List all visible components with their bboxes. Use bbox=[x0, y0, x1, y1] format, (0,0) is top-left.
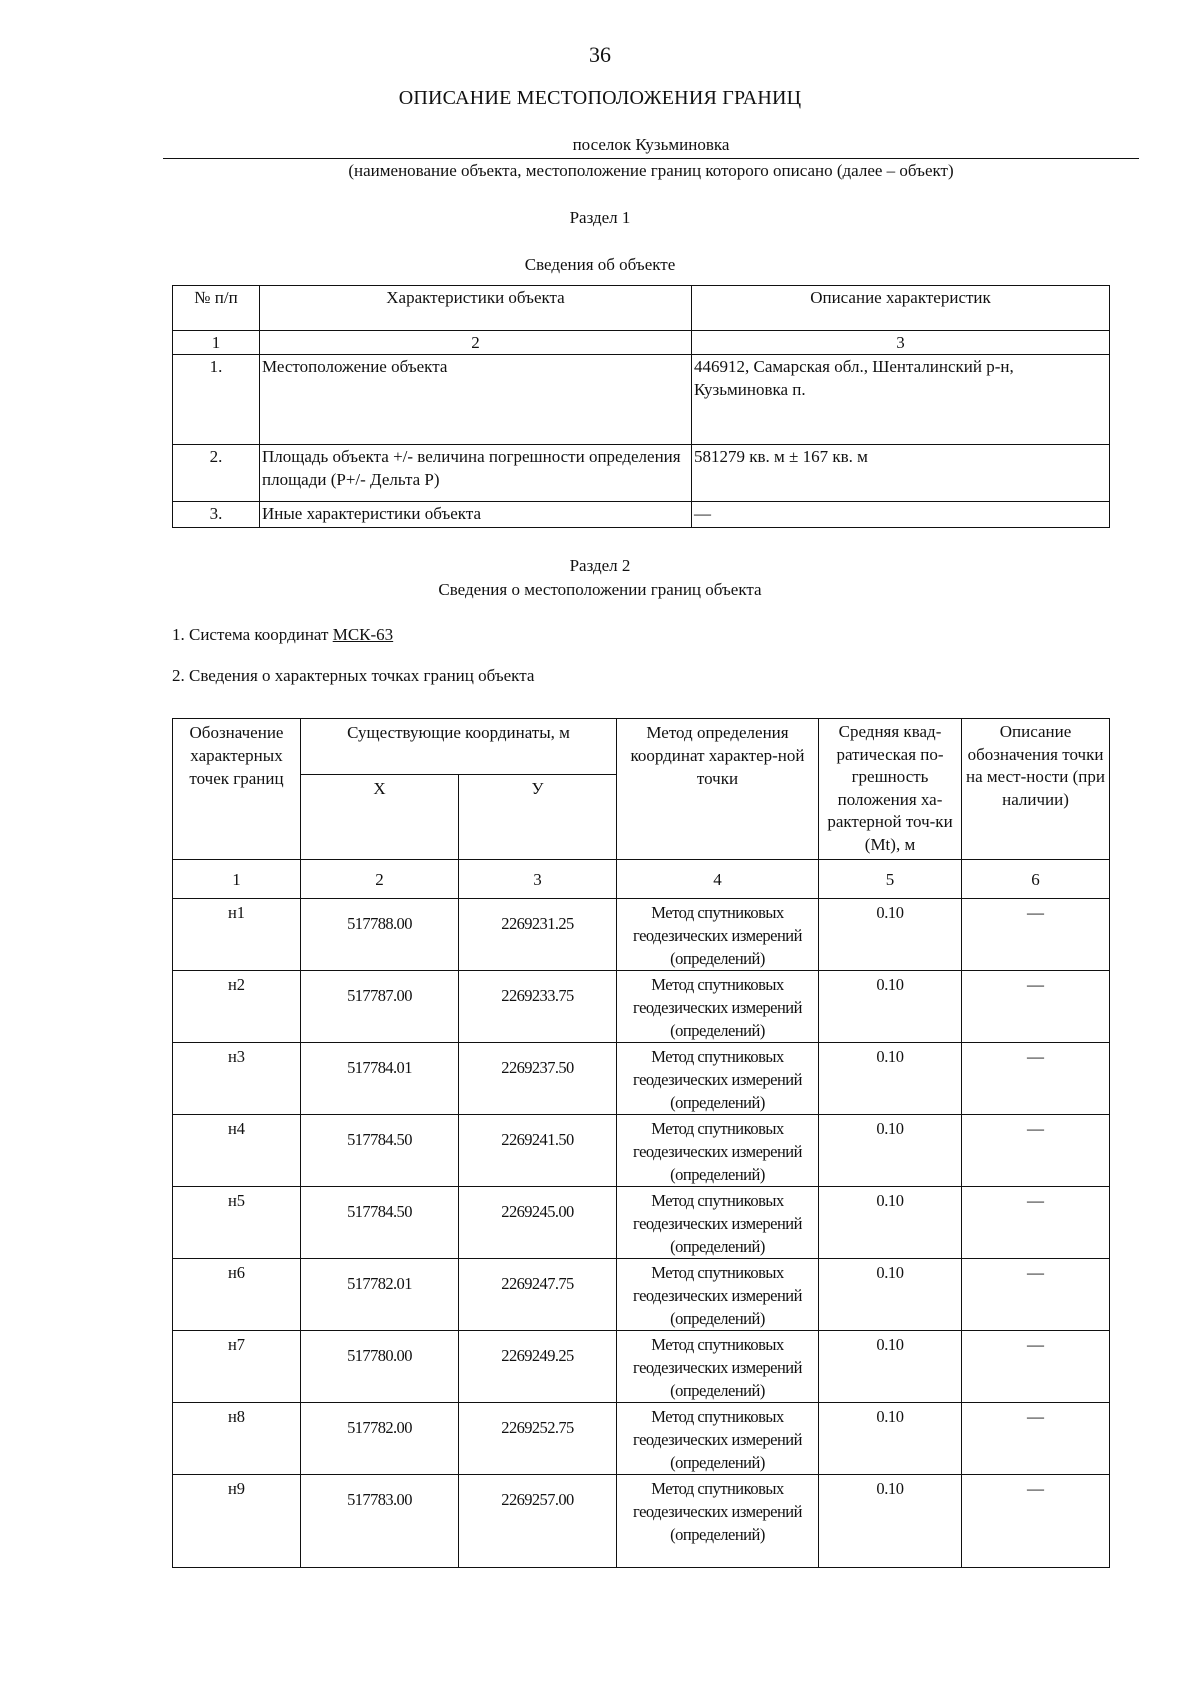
point-description: — bbox=[962, 1403, 1110, 1475]
header-point-description: Описание обозначения точки на мест-ности (при наличии) bbox=[962, 719, 1110, 860]
point-description: — bbox=[962, 1475, 1110, 1568]
table-row bbox=[173, 1187, 1110, 1259]
point-id: н2 bbox=[173, 971, 301, 1043]
error-mt: 0.10 bbox=[819, 1187, 962, 1259]
row-number: 1. bbox=[173, 355, 260, 445]
section1-subtitle: Сведения об объекте bbox=[524, 255, 676, 274]
x-coordinate: 517784.50 bbox=[301, 1187, 459, 1259]
table-row bbox=[173, 1043, 1110, 1115]
error-mt: 0.10 bbox=[819, 1259, 962, 1331]
point-id: н9 bbox=[173, 1475, 301, 1568]
x-coordinate: 517784.01 bbox=[301, 1043, 459, 1115]
coordinate-system-label: 1. Система координат bbox=[172, 625, 329, 644]
header-error: Средняя квад-ратическая по-грешность положения ха-рактерной точ-ки (Mt), м bbox=[819, 719, 962, 860]
table-row bbox=[173, 502, 1110, 528]
table-row bbox=[173, 1475, 1110, 1568]
y-coordinate: 2269249.25 bbox=[459, 1331, 617, 1403]
point-id: н4 bbox=[173, 1115, 301, 1187]
point-description: — bbox=[962, 1331, 1110, 1403]
error-mt: 0.10 bbox=[819, 1475, 962, 1568]
header-coordinates: Существующие координаты, м bbox=[301, 719, 617, 775]
x-coordinate: 517784.50 bbox=[301, 1115, 459, 1187]
error-mt: 0.10 bbox=[819, 1403, 962, 1475]
point-description: — bbox=[962, 1043, 1110, 1115]
y-coordinate: 2269231.25 bbox=[459, 899, 617, 971]
method: Метод спутниковых геодезических измерений (определений) bbox=[617, 1115, 819, 1187]
object-info-table bbox=[172, 285, 1110, 528]
method: Метод спутниковых геодезических измерений (определений) bbox=[617, 1259, 819, 1331]
points-heading: 2. Сведения о характерных точках границ объекта bbox=[172, 666, 535, 685]
column-number: 1 bbox=[173, 331, 260, 355]
method: Метод спутниковых геодезических измерений (определений) bbox=[617, 1331, 819, 1403]
column-number: 4 bbox=[617, 860, 819, 899]
table-row bbox=[173, 1403, 1110, 1475]
coordinate-system bbox=[172, 625, 393, 645]
method: Метод спутниковых геодезических измерений (определений) bbox=[617, 1403, 819, 1475]
characteristic-cell: Площадь объекта +/- величина погрешности определения площади (Р+/- Дельта Р) bbox=[260, 445, 692, 502]
error-mt: 0.10 bbox=[819, 971, 962, 1043]
method: Метод спутниковых геодезических измерений (определений) bbox=[617, 1043, 819, 1115]
point-id: н1 bbox=[173, 899, 301, 971]
error-mt: 0.10 bbox=[819, 1043, 962, 1115]
table-row bbox=[173, 1115, 1110, 1187]
table-row bbox=[173, 445, 1110, 502]
header-description: Описание характеристик bbox=[692, 286, 1110, 331]
table-row bbox=[173, 1259, 1110, 1331]
header-x: X bbox=[301, 775, 459, 860]
y-coordinate: 2269257.00 bbox=[459, 1475, 617, 1568]
table-row bbox=[173, 971, 1110, 1043]
row-number: 2. bbox=[173, 445, 260, 502]
column-number: 6 bbox=[962, 860, 1110, 899]
x-coordinate: 517780.00 bbox=[301, 1331, 459, 1403]
point-id: н7 bbox=[173, 1331, 301, 1403]
method: Метод спутниковых геодезических измерений (определений) bbox=[617, 1475, 819, 1568]
point-description: — bbox=[962, 971, 1110, 1043]
point-description: — bbox=[962, 1187, 1110, 1259]
document-title: ОПИСАНИЕ МЕСТОПОЛОЖЕНИЯ ГРАНИЦ bbox=[398, 87, 802, 109]
object-name-underline bbox=[163, 158, 1139, 159]
x-coordinate: 517782.01 bbox=[301, 1259, 459, 1331]
y-coordinate: 2269247.75 bbox=[459, 1259, 617, 1331]
method: Метод спутниковых геодезических измерений (определений) bbox=[617, 1187, 819, 1259]
table-row bbox=[173, 1331, 1110, 1403]
method: Метод спутниковых геодезических измерений (определений) bbox=[617, 899, 819, 971]
x-coordinate: 517782.00 bbox=[301, 1403, 459, 1475]
description-cell: 581279 кв. м ± 167 кв. м bbox=[692, 445, 1110, 502]
section1-title: Раздел 1 bbox=[569, 208, 631, 227]
x-coordinate: 517783.00 bbox=[301, 1475, 459, 1568]
page-number: 36 bbox=[589, 42, 611, 67]
error-mt: 0.10 bbox=[819, 899, 962, 971]
y-coordinate: 2269233.75 bbox=[459, 971, 617, 1043]
x-coordinate: 517787.00 bbox=[301, 971, 459, 1043]
point-description: — bbox=[962, 1259, 1110, 1331]
method: Метод спутниковых геодезических измерений (определений) bbox=[617, 971, 819, 1043]
point-description: — bbox=[962, 1115, 1110, 1187]
column-number: 2 bbox=[301, 860, 459, 899]
row-number: 3. bbox=[173, 502, 260, 528]
header-designation: Обозначение характерных точек границ bbox=[173, 719, 301, 860]
header-method: Метод определения координат характер-ной точки bbox=[617, 719, 819, 860]
table-row bbox=[173, 899, 1110, 971]
header-y: У bbox=[459, 775, 617, 860]
column-number: 3 bbox=[459, 860, 617, 899]
column-number: 2 bbox=[260, 331, 692, 355]
boundary-points-table bbox=[172, 718, 1110, 1568]
coordinate-system-value: МСК-63 bbox=[332, 625, 394, 644]
description-cell: 446912, Самарская обл., Шенталинский р-н, Кузьминовка п. bbox=[692, 355, 1110, 445]
section2-title: Раздел 2 bbox=[569, 556, 631, 575]
table-row bbox=[173, 355, 1110, 445]
point-description: — bbox=[962, 899, 1110, 971]
column-number: 3 bbox=[692, 331, 1110, 355]
description-cell: — bbox=[692, 502, 1110, 528]
column-number: 5 bbox=[819, 860, 962, 899]
header-number: № п/п bbox=[173, 286, 260, 331]
x-coordinate: 517788.00 bbox=[301, 899, 459, 971]
y-coordinate: 2269252.75 bbox=[459, 1403, 617, 1475]
section2-subtitle: Сведения о местоположении границ объекта bbox=[438, 580, 762, 599]
object-caption: (наименование объекта, местоположение границ которого описано (далее – объект) bbox=[348, 161, 954, 180]
column-number: 1 bbox=[173, 860, 301, 899]
error-mt: 0.10 bbox=[819, 1331, 962, 1403]
point-id: н8 bbox=[173, 1403, 301, 1475]
characteristic-cell: Иные характеристики объекта bbox=[260, 502, 692, 528]
error-mt: 0.10 bbox=[819, 1115, 962, 1187]
header-characteristic: Характеристики объекта bbox=[260, 286, 692, 331]
characteristic-cell: Местоположение объекта bbox=[260, 355, 692, 445]
y-coordinate: 2269241.50 bbox=[459, 1115, 617, 1187]
object-name: поселок Кузьминовка bbox=[572, 135, 730, 154]
point-id: н6 bbox=[173, 1259, 301, 1331]
y-coordinate: 2269237.50 bbox=[459, 1043, 617, 1115]
y-coordinate: 2269245.00 bbox=[459, 1187, 617, 1259]
point-id: н5 bbox=[173, 1187, 301, 1259]
point-id: н3 bbox=[173, 1043, 301, 1115]
